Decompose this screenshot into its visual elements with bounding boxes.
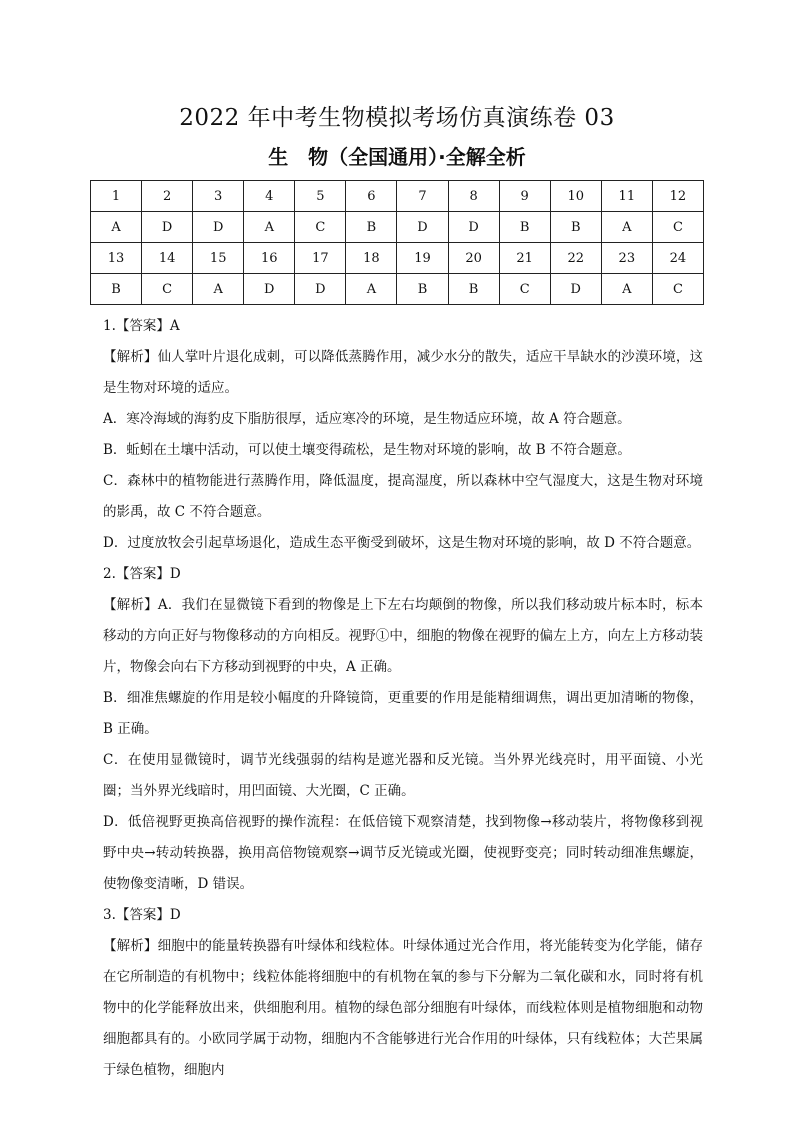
answer-table-cell: 14	[142, 243, 193, 274]
answer-table-cell: 18	[346, 243, 397, 274]
answer-table-cell: B	[346, 212, 397, 243]
answer-table-cell: D	[448, 212, 499, 243]
answer-table-cell: 6	[346, 181, 397, 212]
answer-table-cell: A	[601, 212, 652, 243]
answer-table-cell: 4	[244, 181, 295, 212]
q2-analysis	[103, 590, 703, 683]
answer-table-cell: 3	[193, 181, 244, 212]
answer-table-cell: 1	[91, 181, 142, 212]
answer-table-cell: 16	[244, 243, 295, 274]
q1-option-c: C．森林中的植物能进行蒸腾作用，降低温度，提高湿度，所以森林中空气湿度大，这是生物对环境的影禹，故 C 不符合题意。	[103, 473, 703, 520]
answer-table-cell: C	[652, 274, 703, 305]
answer-table-cell: 9	[499, 181, 550, 212]
answer-table-cell: D	[193, 212, 244, 243]
answer-table-cell: B	[499, 212, 550, 243]
q3-analysis-text: 细胞中的能量转换器有叶绿体和线粒体。叶绿体通过光合作用，将光能转变为化学能，储存在它所制造的有机物中；线粒体能将细胞中的有机物在氧的参与下分解为二氧化碳和水，同时将有机物中的化学能释放出来，供细胞利用。植物的绿色部分细胞有叶绿体，而线粒体则是植物细胞和动物细胞都具有的。小欧同学属于动物，细胞内不含能够进行光合作用的叶绿体，只有线粒体；大芒果属于绿色植物，细胞内	[103, 938, 704, 1078]
q2-analysis-label: 【解析】	[103, 597, 158, 613]
answer-table-cell: D	[397, 212, 448, 243]
answer-table-cell: 2	[142, 181, 193, 212]
answer-table-cell: 10	[550, 181, 601, 212]
q2-option-d: D．低倍视野更换高倍视野的操作流程：在低倍镜下观察清楚，找到物像→移动装片，将物像移到视野中央→转动转换器，换用高倍物镜观察→调节反光镜或光圈，使视野变亮；同时转动细准焦螺旋，使物像变清晰，D 错误。	[103, 814, 703, 892]
answer-table-cell: B	[550, 212, 601, 243]
answer-table-row	[91, 243, 704, 274]
answer-table-cell: C	[142, 274, 193, 305]
document-title: 2022 年中考生物模拟考场仿真演练卷 03	[179, 105, 615, 131]
q3-analysis	[103, 931, 703, 1086]
answer-table-cell: 15	[193, 243, 244, 274]
answer-table-cell: 5	[295, 181, 346, 212]
answer-table-cell: B	[91, 274, 142, 305]
q1-option-a: A．寒冷海域的海豹皮下脂肪很厚，适应寒冷的环境，是生物适应环境，故 A 符合题意。	[103, 411, 631, 427]
answer-table-cell: 23	[601, 243, 652, 274]
answer-table-row	[91, 212, 704, 243]
answer-table-cell: 22	[550, 243, 601, 274]
q3-analysis-label: 【解析】	[103, 938, 158, 954]
q1-analysis	[103, 342, 703, 404]
answer-table-cell: D	[244, 274, 295, 305]
q2-option-c: C．在使用显微镜时，调节光线强弱的结构是遮光器和反光镜。当外界光线亮时，用平面镜、小光圈；当外界光线暗时，用凹面镜、大光圈，C 正确。	[103, 752, 703, 799]
answer-table-cell: B	[448, 274, 499, 305]
q2-analysis-text: A．我们在显微镜下看到的物像是上下左右均颠倒的物像，所以我们移动玻片标本时，标本移动的方向正好与物像移动的方向相反。视野①中，细胞的物像在视野的偏左上方，向左上方移动装片，物像会向右下方移动到视野的中央，A 正确。	[103, 597, 704, 675]
answer-table-cell: A	[193, 274, 244, 305]
answer-table-cell: C	[295, 212, 346, 243]
q1-analysis-text: 仙人掌叶片退化成刺，可以降低蒸腾作用，减少水分的散失，适应干旱缺水的沙漠环境，这是生物对环境的适应。	[103, 349, 704, 396]
answer-table-row	[91, 181, 704, 212]
q3-answer-line: 3.【答案】D	[103, 907, 181, 923]
answer-table-cell: D	[295, 274, 346, 305]
answer-table-cell: 12	[652, 181, 703, 212]
answer-table-cell: 11	[601, 181, 652, 212]
answer-table-cell: C	[652, 212, 703, 243]
q1-analysis-label: 【解析】	[103, 349, 158, 365]
answer-table-cell: A	[244, 212, 295, 243]
q2-option-b: B．细准焦螺旋的作用是较小幅度的升降镜筒，更重要的作用是能精细调焦，调出更加清晰的物像，B 正确。	[103, 690, 703, 737]
answer-table-cell: 20	[448, 243, 499, 274]
explanations	[103, 311, 703, 1086]
answer-table-cell: 17	[295, 243, 346, 274]
q1-option-b: B．蚯蚓在土壤中活动，可以使土壤变得疏松，是生物对环境的影响，故 B 不符合题意。	[103, 442, 631, 458]
answer-table-cell: 7	[397, 181, 448, 212]
answer-table-cell: D	[142, 212, 193, 243]
answer-table-cell: A	[91, 212, 142, 243]
answer-table-cell: 24	[652, 243, 703, 274]
answer-table-cell: C	[499, 274, 550, 305]
q1-answer-line: 1.【答案】A	[103, 318, 180, 334]
document-subtitle: 生 物（全国通用）·全解全析	[268, 145, 526, 169]
q1-option-d: D．过度放牧会引起草场退化，造成生态平衡受到破坏，这是生物对环境的影响，故 D 不符合题意。	[103, 535, 701, 551]
answer-table-cell: D	[550, 274, 601, 305]
answer-table-cell: A	[346, 274, 397, 305]
answer-key-table	[90, 180, 704, 305]
answer-table-cell: 13	[91, 243, 142, 274]
answer-table-cell: 21	[499, 243, 550, 274]
answer-table-cell: A	[601, 274, 652, 305]
answer-table-cell: 8	[448, 181, 499, 212]
q2-answer-line: 2.【答案】D	[103, 566, 181, 582]
answer-table-row	[91, 274, 704, 305]
answer-table-cell: B	[397, 274, 448, 305]
answer-table-cell: 19	[397, 243, 448, 274]
